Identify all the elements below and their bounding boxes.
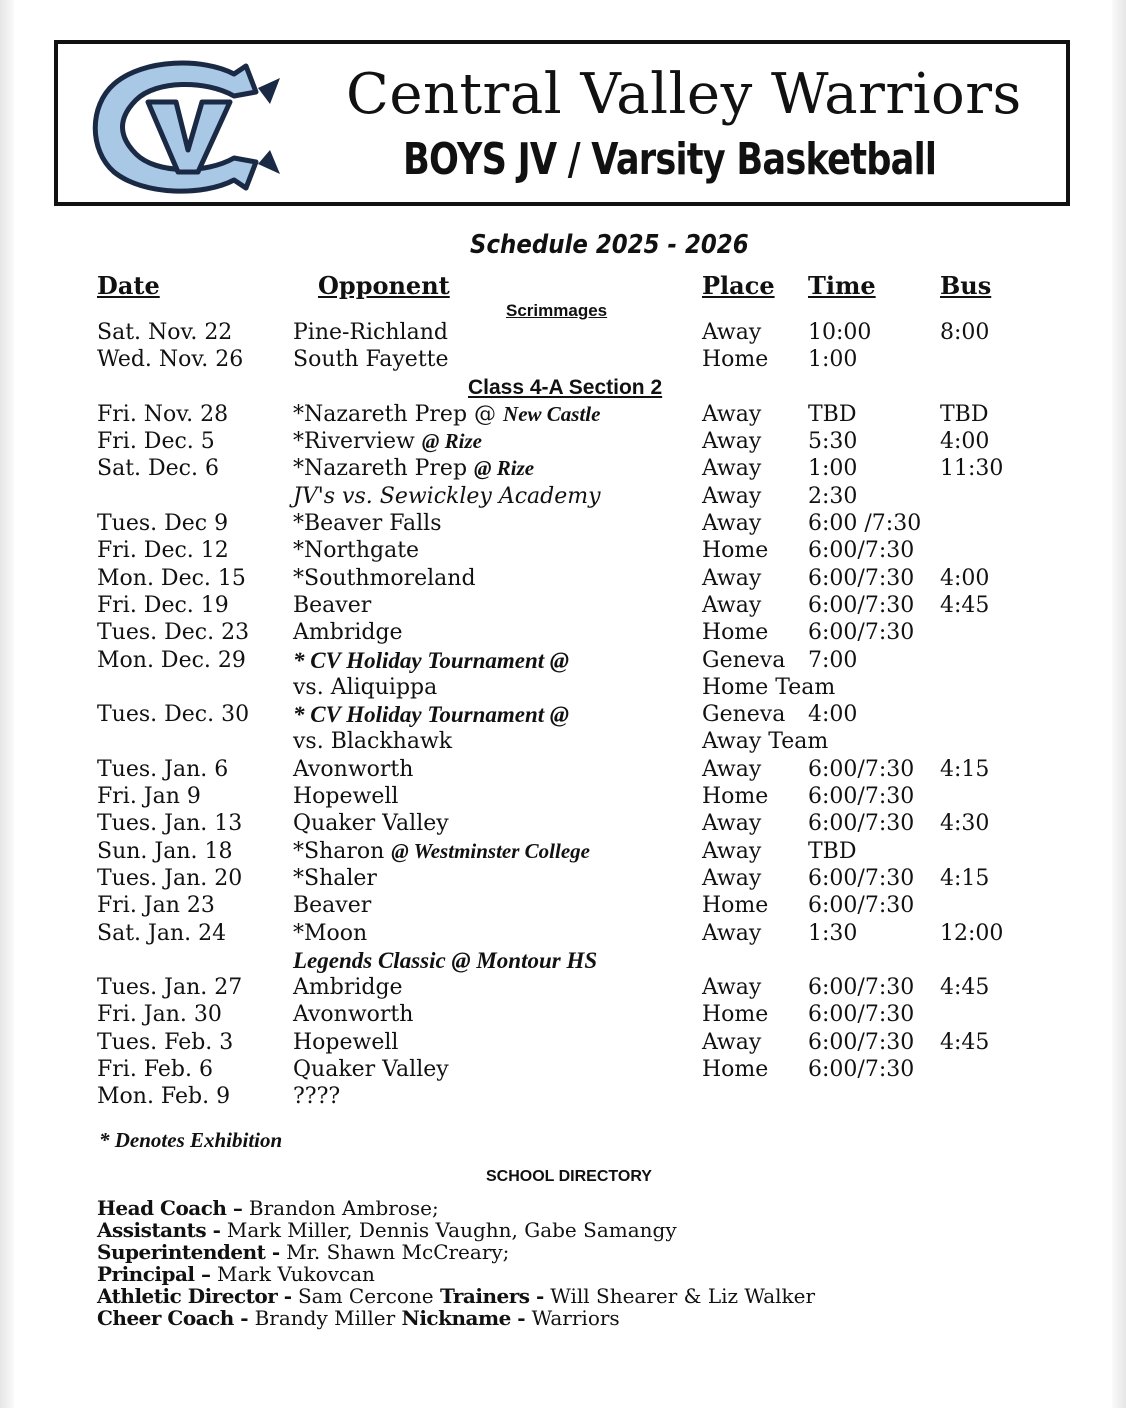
game-date: Wed. Nov. 26 [97,347,244,373]
place: Away [702,429,762,455]
table-row [0,1029,1126,1056]
game-time: 6:00/7:30 [808,784,915,810]
col-header-place: Place [702,271,775,300]
game-time: 6:00/7:30 [808,975,915,1001]
game-date: Mon. Dec. 15 [97,565,246,591]
opponent [293,401,600,428]
game-time: 6:00/7:30 [808,1029,915,1055]
opponent-name: Beaver [293,893,372,919]
table-row [0,455,1126,482]
directory-role: Cheer Coach - [97,1306,255,1330]
game-date: Tues. Dec 9 [97,511,229,537]
game-date: Tues. Dec. 30 [97,702,250,728]
game-date: Fri. Feb. 6 [97,1057,213,1083]
game-date: Tues. Jan. 20 [97,865,243,891]
game-date: Mon. Feb. 9 [97,1084,231,1110]
table-row [0,1001,1126,1028]
cv-logo [84,54,294,200]
directory-line [97,1307,815,1329]
directory-person: Mr. Shawn McCreary; [286,1240,510,1264]
opponent [293,455,534,482]
table-row [0,565,1126,592]
table-row [0,592,1126,619]
directory-person: Mark Vukovcan [216,1262,375,1286]
schedule-table [0,319,1126,1111]
opponent [293,810,449,837]
venue: New Castle [503,401,601,426]
game-time: 7:00 [808,647,858,673]
directory-person: Will Shearer & Liz Walker [550,1284,816,1308]
table-row [0,483,1126,510]
opponent [293,838,590,865]
game-time: 6:00/7:30 [808,620,915,646]
opponent [293,592,371,619]
place: Away [702,975,762,1001]
opponent [293,510,442,537]
place: Away [702,756,762,782]
directory-role: Nickname - [401,1306,532,1330]
place: Away [702,1029,762,1055]
table-row [0,865,1126,892]
table-row [0,920,1126,947]
place: Home [702,784,769,810]
place: Home [702,1002,769,1028]
bus-time: 11:30 [940,456,1004,482]
table-row [0,401,1126,428]
opponent-name: *Shaler [293,865,377,891]
directory-role: Athletic Director - [97,1284,298,1308]
bus-time: 12:00 [940,920,1004,946]
game-date: Mon. Dec. 29 [97,647,246,673]
col-header-date: Date [97,271,160,300]
table-row [0,728,1126,755]
place: Away [702,320,762,345]
directory-title: SCHOOL DIRECTORY [486,1168,652,1185]
place: Home [702,347,769,373]
opponent [293,647,569,674]
table-row [0,947,1126,974]
game-time: 1:30 [808,920,858,946]
table-row [0,810,1126,837]
opponent [293,428,482,455]
directory-line [97,1241,815,1263]
place: Home [702,620,769,646]
game-date: Tues. Feb. 3 [97,1029,234,1055]
opponent-name: *Sharon [293,838,392,864]
game-time: 1:00 [808,347,858,373]
place: Home Team [702,674,836,700]
opponent-name: Quaker Valley [293,811,449,837]
opponent [293,892,371,919]
directory-line [97,1197,815,1219]
game-time: TBD [808,401,857,427]
game-time: 6:00/7:30 [808,565,915,591]
opponent [293,319,448,346]
opponent-name: ???? [293,1084,341,1110]
game-time: 10:00 [808,320,872,345]
opponent-name: Legends Classic @ Montour HS [293,947,598,973]
header-box [54,40,1070,206]
game-time: 6:00/7:30 [808,538,915,564]
opponent [293,865,377,892]
bus-time: 4:00 [940,565,990,591]
directory-person: Mark Miller, Dennis Vaughn, Gabe Samangy [226,1218,677,1242]
table-row [0,619,1126,646]
bus-time: 4:00 [940,429,990,455]
opponent [293,674,437,701]
game-date: Fri. Nov. 28 [97,401,229,427]
place: Home [702,538,769,564]
table-row [0,428,1126,455]
bus-time: 4:30 [940,811,990,837]
opponent-name: vs. Blackhawk [293,729,453,755]
game-date: Tues. Jan. 13 [97,811,243,837]
section-row [0,374,1126,401]
place: Away [702,838,762,864]
table-row [0,1056,1126,1083]
team-subtitle: BOYS JV / Varsity Basketball [403,134,937,185]
place: Away [702,401,762,427]
school-directory [97,1197,815,1329]
directory-line [97,1219,815,1241]
opponent [293,783,398,810]
opponent [293,565,476,592]
directory-role: Assistants - [97,1218,227,1242]
section-class-4a: Class 4-A Section 2 [468,375,663,399]
opponent [293,619,403,646]
opponent-name: Pine-Richland [293,320,448,345]
place: Away [702,511,762,537]
directory-role: Trainers - [439,1284,551,1308]
opponent [293,537,419,564]
directory-role: Head Coach – [97,1196,249,1220]
game-time: 6:00/7:30 [808,592,915,618]
game-date: Tues. Jan. 6 [97,756,229,782]
opponent-name: South Fayette [293,347,449,373]
game-time: 2:30 [808,483,858,509]
game-date: Sat. Dec. 6 [97,456,219,482]
bus-time: 4:15 [940,865,990,891]
game-time: 6:00/7:30 [808,811,915,837]
game-time: 5:30 [808,429,858,455]
table-row [0,674,1126,701]
game-date: Fri. Dec. 12 [97,538,229,564]
bus-time: 8:00 [940,320,990,345]
opponent-name: Hopewell [293,784,399,810]
opponent-name: * CV Holiday Tournament @ [293,647,570,673]
place: Geneva [702,702,786,728]
opponent-name: Avonworth [293,756,414,782]
opponent-name: *Nazareth Prep [293,456,475,482]
place: Away [702,811,762,837]
bus-time: 4:45 [940,975,990,1001]
table-row [0,783,1126,810]
opponent-name: Hopewell [293,1029,399,1055]
opponent-name: Ambridge [293,620,403,646]
opponent-name: vs. Aliquippa [293,674,438,700]
game-time: 4:00 [808,702,858,728]
table-row [0,510,1126,537]
opponent-name: Quaker Valley [293,1057,449,1083]
opponent [293,974,403,1001]
table-row [0,701,1126,728]
game-date: Sun. Jan. 18 [97,838,233,864]
place: Away Team [702,729,829,755]
opponent-name: *Moon [293,920,368,946]
directory-line [97,1285,815,1307]
game-date: Fri. Dec. 5 [97,429,215,455]
game-date: Sat. Nov. 22 [97,320,233,345]
opponent [293,920,367,947]
opponent-name: * CV Holiday Tournament @ [293,702,570,728]
table-row [0,756,1126,783]
opponent [293,346,449,373]
game-time: 1:00 [808,456,858,482]
place: Away [702,483,762,509]
team-title: Central Valley Warriors [346,62,1022,127]
game-date: Sat. Jan. 24 [97,920,227,946]
directory-role: Principal – [97,1262,217,1286]
col-header-time: Time [808,271,876,300]
game-date: Fri. Jan. 30 [97,1002,222,1028]
directory-role: Superintendent - [97,1240,287,1264]
game-time: 6:00/7:30 [808,756,915,782]
directory-person: Sam Cercone [297,1284,440,1308]
col-header-opponent: Opponent [318,271,450,300]
table-row [0,1083,1126,1110]
place: Away [702,592,762,618]
directory-person: Brandy Miller [254,1306,402,1330]
opponent [293,756,413,783]
opponent-name: *Riverview [293,429,422,455]
bus-time: 4:15 [940,756,990,782]
venue: @ Westminster College [391,838,590,863]
opponent-name: JV's vs. Sewickley Academy [293,483,601,509]
table-row [0,974,1126,1001]
directory-line [97,1263,815,1285]
place: Away [702,456,762,482]
game-time: 6:00/7:30 [808,865,915,891]
opponent-name: Ambridge [293,975,403,1001]
game-date: Fri. Jan 9 [97,784,201,810]
game-date: Tues. Dec. 23 [97,620,250,646]
game-date: Fri. Dec. 19 [97,592,229,618]
opponent [293,701,569,728]
game-time: 6:00/7:30 [808,1057,915,1083]
opponent-name: Beaver [293,592,372,618]
table-row [0,537,1126,564]
bus-time: 4:45 [940,1029,990,1055]
exhibition-note: * Denotes Exhibition [99,1128,283,1152]
table-row [0,647,1126,674]
opponent [293,728,452,755]
opponent-name: Avonworth [293,1002,414,1028]
opponent-name: *Northgate [293,538,420,564]
directory-person: Warriors [531,1306,620,1330]
opponent [293,1029,398,1056]
opponent-name: *Beaver Falls [293,511,442,537]
game-date: Fri. Jan 23 [97,893,215,919]
place: Home [702,893,769,919]
opponent-name: *Nazareth Prep @ [293,401,504,427]
table-row [0,838,1126,865]
game-time: TBD [808,838,857,864]
game-date: Tues. Jan. 27 [97,975,243,1001]
game-time: 6:00/7:30 [808,1002,915,1028]
bus-time: 4:45 [940,592,990,618]
table-row [0,892,1126,919]
opponent [293,1056,449,1083]
opponent [293,1001,413,1028]
place: Home [702,1057,769,1083]
opponent [293,947,597,974]
bus-time: TBD [940,401,989,427]
place: Geneva [702,647,786,673]
place: Away [702,920,762,946]
col-header-bus: Bus [940,271,992,300]
place: Away [702,565,762,591]
game-time: 6:00/7:30 [808,893,915,919]
table-row [0,346,1126,373]
section-scrimmages: Scrimmages [506,301,608,320]
table-row [0,319,1126,346]
opponent [293,483,601,510]
opponent-name: *Southmoreland [293,565,476,591]
game-time: 6:00 /7:30 [808,511,922,537]
directory-person: Brandon Ambrose; [248,1196,439,1220]
place: Away [702,865,762,891]
venue: @ Rize [421,429,482,454]
venue: @ Rize [474,456,535,481]
opponent [293,1083,340,1110]
schedule-title: Schedule 2025 - 2026 [470,230,749,260]
